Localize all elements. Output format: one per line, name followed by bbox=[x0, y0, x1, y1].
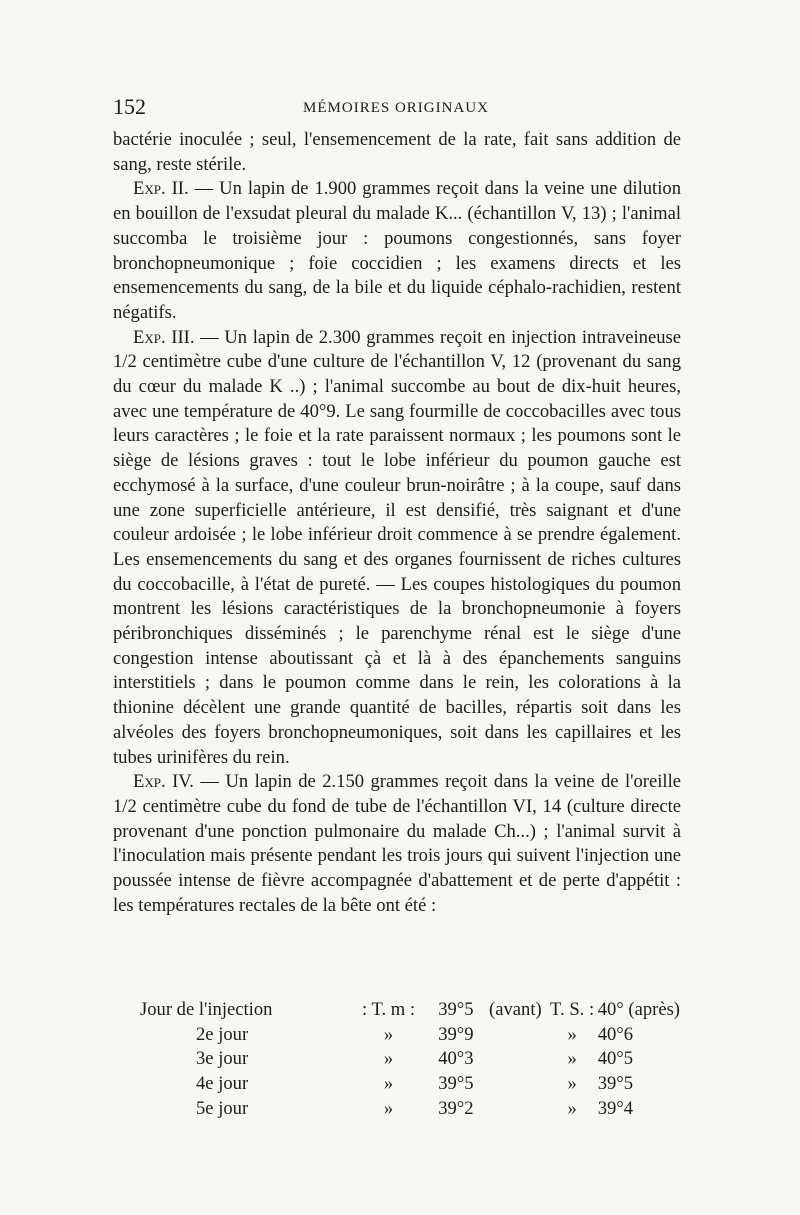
sep-cell: » bbox=[383, 1097, 394, 1119]
note-cell bbox=[489, 1097, 546, 1122]
morning-temp-cell: 39°5 bbox=[438, 1073, 474, 1095]
exp-label: Exp. II. bbox=[133, 178, 189, 200]
paragraph-exp-2: Exp. II. — Un lapin de 1.900 grammes reçoit dans la veine une dilution en bouillon de l'exsudat pleural du malade K... (échantillon V, 13) ; l'animal succomba le troisième jour : poumons congestionnés, sans foyer bronchopneumonique ; foie coccidien ; les examens directs et les ensemencements du sang, de la bile et du liquide céphalo-rachidien, restent négatifs. bbox=[113, 178, 681, 323]
paragraph-continuation: bactérie inoculée ; seul, l'ensemencement de la rate, fait sans addition de sang, reste stérile. bbox=[113, 129, 681, 175]
exp-label: Exp. III. bbox=[133, 326, 195, 348]
table-row bbox=[140, 1023, 680, 1048]
evening-temp-cell: 39°5 bbox=[597, 1073, 634, 1095]
morning-temp-cell: 39°2 bbox=[438, 1097, 474, 1119]
evening-temp-cell: 40°6 bbox=[597, 1023, 634, 1045]
sep-cell: » bbox=[567, 1023, 577, 1045]
day-cell: Jour de l'injection bbox=[140, 999, 273, 1020]
note-cell bbox=[489, 1047, 546, 1072]
sep-cell: » bbox=[567, 1048, 577, 1070]
temperature-table bbox=[140, 998, 680, 1122]
sep-cell: » bbox=[567, 1097, 577, 1119]
body-text bbox=[113, 128, 681, 919]
sep-cell: » bbox=[383, 1073, 394, 1095]
exp-label: Exp. IV. bbox=[133, 771, 194, 793]
sep-cell: » bbox=[383, 1023, 394, 1045]
morning-temp-cell: 40°3 bbox=[438, 1048, 474, 1070]
day-cell: 3e jour bbox=[196, 1048, 249, 1070]
page-header bbox=[113, 94, 679, 124]
page-number: 152 bbox=[113, 94, 146, 119]
paragraph-exp-4: Exp. IV. — Un lapin de 2.150 grammes reçoit dans la veine de l'oreille 1/2 centimètre cube du fond de tube de l'échantillon VI, 14 (culture directe provenant d'une ponction pulmonaire du malade Ch...) ; l'animal survit à l'inoculation mais présente pendant les trois jours qui suivent l'injection une poussée intense de fièvre accompagnée d'abattement et de perte d'appétit : les températures rectales de la bête ont été : bbox=[113, 771, 681, 916]
sep-cell: T. S. : bbox=[550, 999, 595, 1020]
day-cell: 2e jour bbox=[196, 1023, 249, 1045]
day-cell: 5e jour bbox=[196, 1097, 249, 1119]
running-head: MÉMOIRES ORIGINAUX bbox=[303, 100, 489, 116]
evening-temp-cell: 40°5 bbox=[597, 1048, 634, 1070]
morning-temp-cell: 39°9 bbox=[438, 1023, 474, 1045]
note-cell bbox=[489, 1023, 546, 1048]
evening-temp-cell: 40° (après) bbox=[597, 999, 680, 1020]
paragraph-exp-3: Exp. III. — Un lapin de 2.300 grammes reçoit en injection intraveineuse 1/2 centimètre cube d'une culture de l'échantillon V, 12 (provenant du sang du cœur du malade K ..) ; l'animal succombe au bout de dix-huit heures, avec une température de 40°9. Le sang fourmille de coccobacilles avec tous leurs caractères ; le foie et la rate paraissent normaux ; les poumons sont le siège de lésions graves : tout le lobe inférieur du poumon gauche est ecchymosé à la surface, d'une couleur brun-noirâtre ; à la coupe, sauf dans une zone superficielle antérieure, il est densifié, très saignant et d'une couleur ardoisée ; le lobe inférieur droit commence à se prendre également. Les ensemencements du sang et des organes fournissent de riches cultures du coccobacille, à l'état de pureté. — Les coupes histologiques du poumon montrent les lésions caractéristiques de la bronchopneumonie à foyers péribronchiques disséminés ; le parenchyme rénal est le siège d'une congestion intense aboutissant çà et là à des épanchements sanguins interstitiels ; dans le poumon comme dans le rein, les colorations à la thionine décèlent une grande quantité de bacilles, répartis soit dans les alvéoles des foyers bronchopneumoniques, soit dans les capillaires et les tubes urinifères du rein. bbox=[113, 326, 681, 768]
note-cell: (avant) bbox=[489, 999, 542, 1020]
table-row bbox=[140, 1097, 680, 1122]
sep-cell: : T. m : bbox=[362, 999, 416, 1020]
table-row bbox=[140, 1072, 680, 1097]
sep-cell: » bbox=[567, 1073, 577, 1095]
table-row bbox=[140, 998, 680, 1023]
evening-temp-cell: 39°4 bbox=[597, 1097, 634, 1119]
note-cell bbox=[489, 1072, 546, 1097]
sep-cell: » bbox=[383, 1048, 394, 1070]
morning-temp-cell: 39°5 bbox=[438, 999, 474, 1020]
day-cell: 4e jour bbox=[196, 1073, 249, 1095]
table-row bbox=[140, 1047, 680, 1072]
